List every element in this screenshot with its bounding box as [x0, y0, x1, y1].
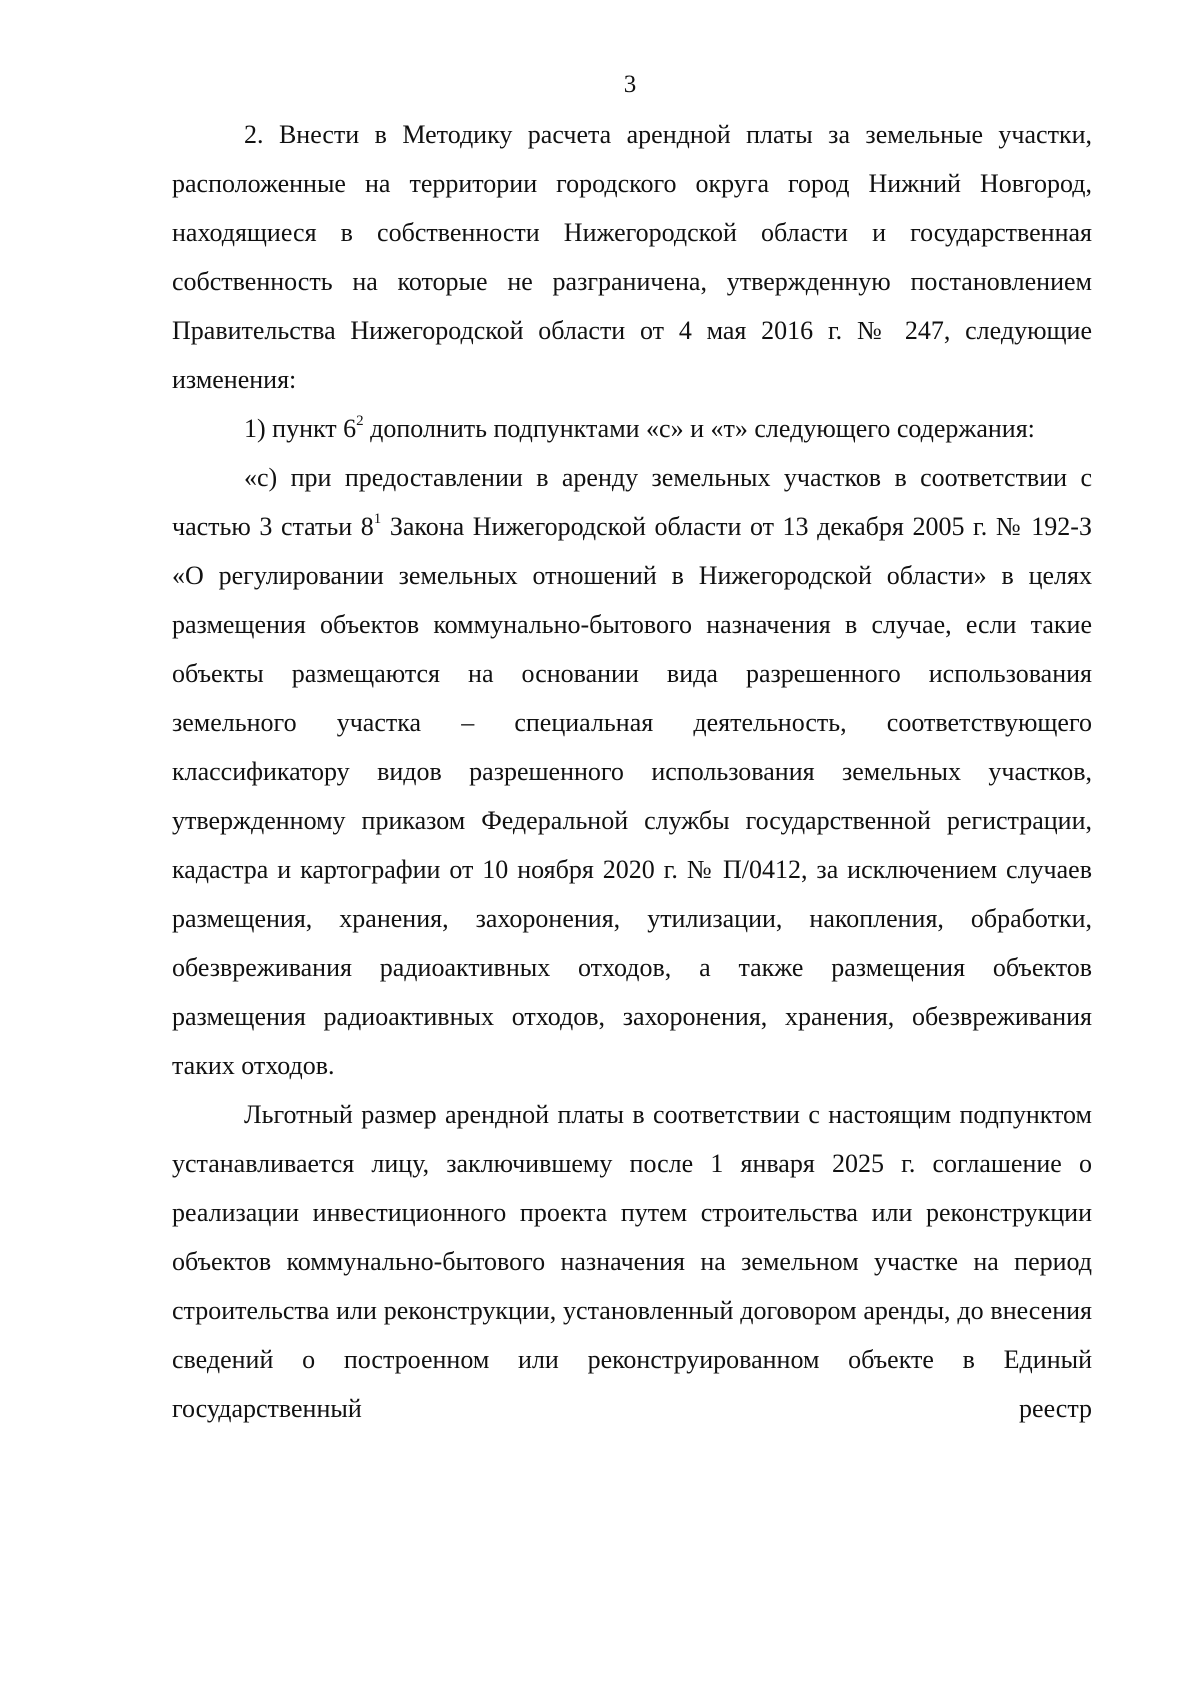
item-1-text-start: 1) пункт 6: [244, 414, 357, 443]
paragraph-subitem-s: [172, 453, 1092, 1090]
page-number: 3: [623, 71, 637, 98]
paragraph-preferential-rent: Льготный размер арендной платы в соответствии с настоящим подпунктом устанавливается лицу, заключившему после 1 января 2025 г. соглашение о реализации инвестиционного проекта путем строительства или реконструкции объектов коммунально-бытового назначения на земельном участке на период строительства или реконструкции, установленный договором аренды, до внесения сведений о построенном или реконструированном объекте в Единый государственный реестр: [172, 1100, 1092, 1423]
item-1-superscript: 2: [356, 413, 364, 430]
item-1-text-end: дополнить подпунктами «с» и «т» следующего содержания:: [363, 414, 1035, 443]
subitem-s-superscript: 1: [373, 511, 382, 528]
subitem-s-text-start: «с) при предоставлении в аренду земельных участков в соответствии с частью 3 статьи 8: [172, 463, 1092, 541]
subitem-s-text-end: Закона Нижегородской области от 13 декабря 2005 г. № 192-З «О регулировании земельных отношений в Нижегородской области» в целях размещения объектов коммунально-бытового назначения в случае, если такие объекты размещаются на основании вида разрешенного использования земельного участка – специальная деятельность, соответствующего классификатору видов разрешенного использования земельных участков, утвержденному приказом Федеральной службы государственной регистрации, кадастра и картографии от 10 ноября 2020 г. № П/0412, за исключением случаев размещения, хранения, захоронения, утилизации, накопления, обработки, обезвреживания радиоактивных отходов, а также размещения объектов размещения радиоактивных отходов, захоронения, хранения, обезвреживания таких отходов.: [172, 512, 1092, 1080]
paragraph-amendment-intro: 2. Внести в Методику расчета арендной платы за земельные участки, расположенные на территории городского округа город Нижний Новгород, находящиеся в собственности Нижегородской области и государственная собственность на которые не разграничена, утвержденную постановлением Правительства Нижегородской области от 4 мая 2016 г. № 247, следующие изменения:: [172, 120, 1092, 394]
paragraph-item-1: [172, 404, 1092, 453]
document-body: [172, 110, 1092, 1433]
